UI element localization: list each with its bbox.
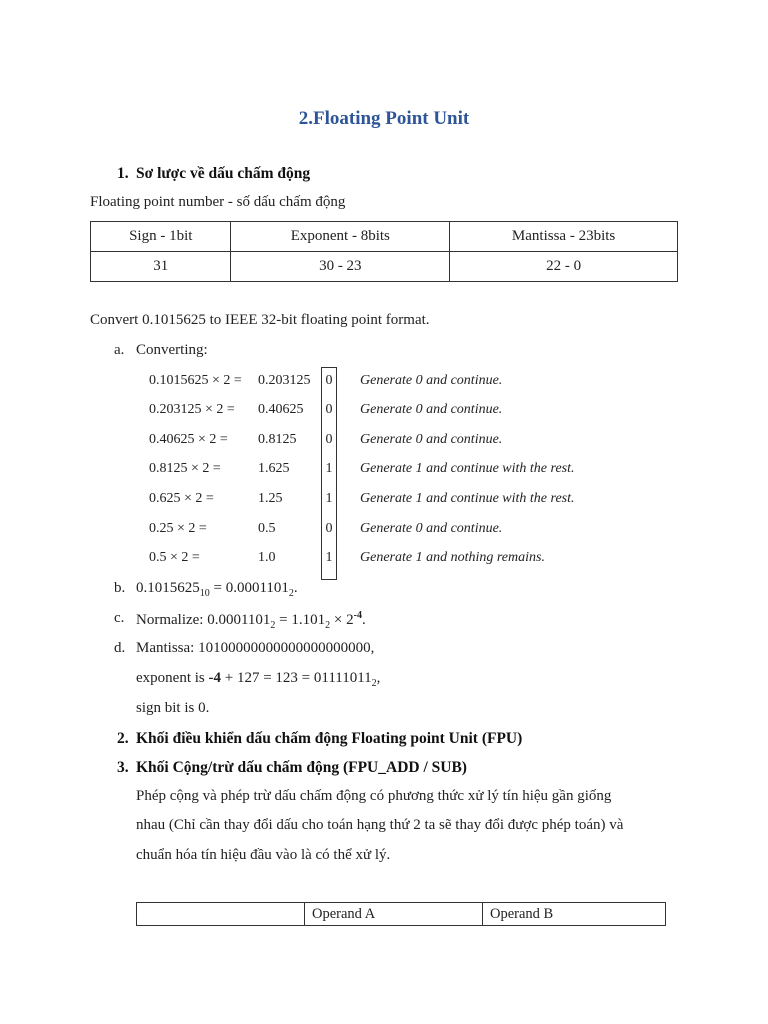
normalized-value: = 1.101 [275,612,326,628]
exponent-line [136,670,380,689]
table-header-cell: Operand A [305,903,483,926]
conversion-input: 0.5 × 2 = [149,550,200,565]
punctuation: . [293,580,298,596]
times-two: × 2 [330,612,354,628]
exponent-value: -4 [208,670,221,686]
section-2-heading: Khối điều khiển dấu chấm động Floating point Unit (FPU) [136,730,523,747]
base-subscript: 2 [288,588,294,599]
float-format-table [90,221,678,282]
paragraph-line: chuẩn hóa tín hiệu đầu vào là có thể xử lý. [136,847,391,863]
equals-binary: = 0.0001101 [209,580,289,596]
operand-table [136,902,666,926]
table-header-cell: Exponent - 8bits [231,222,450,252]
conversion-input: 0.25 × 2 = [149,521,207,536]
conversion-input: 0.203125 × 2 = [149,402,235,417]
conversion-result: 0.8125 [258,432,297,447]
conversion-result: 1.0 [258,550,276,565]
list-marker-b: b. [114,580,126,596]
conversion-result: 1.25 [258,491,283,506]
converting-label: Converting: [136,342,208,358]
section-2-number: 2. [117,730,129,747]
generated-bit: 0 [325,402,333,417]
list-marker-c: c. [114,610,125,626]
conversion-result: 0.40625 [258,402,304,417]
intro-text: Floating point number - số dấu chấm động [90,194,346,210]
generated-bits-column [321,367,337,580]
conversion-note: Generate 0 and continue. [360,432,503,447]
conversion-result: 0.203125 [258,373,311,388]
conversion-result: 1.625 [258,461,290,476]
conversion-input: 0.625 × 2 = [149,491,214,506]
generated-bit: 0 [325,521,333,536]
decimal-value: 0.1015625 [136,580,200,596]
mantissa-line: Mantissa: 10100000000000000000000, [136,640,375,656]
conversion-note: Generate 0 and continue. [360,521,503,536]
section-3-heading: Khối Cộng/trừ dấu chấm động (FPU_ADD / SUB) [136,759,467,776]
normalize-prefix: Normalize: 0.0001101 [136,612,271,628]
paragraph-line: nhau (Chỉ cần thay đổi dấu cho toán hạng thứ 2 ta sẽ thay đổi được phép toán) và [136,817,624,833]
list-marker-d: d. [114,640,126,656]
generated-bit: 1 [325,461,333,476]
conversion-input: 0.40625 × 2 = [149,432,228,447]
punctuation: , [376,670,381,686]
base-subscript: 10 [199,588,210,599]
table-header-row [91,222,678,252]
exponent-calc: + 127 = 123 = 01111011 [221,670,372,686]
table-cell: 30 - 23 [231,252,450,282]
generated-bit: 0 [325,432,333,447]
base-subscript: 2 [325,620,331,631]
conversion-input: 0.8125 × 2 = [149,461,221,476]
conversion-note: Generate 0 and continue. [360,373,503,388]
table-header-cell: Operand B [483,903,666,926]
conversion-input: 0.1015625 × 2 = [149,373,242,388]
section-1-number: 1. [117,165,129,182]
table-row [91,252,678,282]
generated-bit: 1 [325,550,333,565]
binary-result [136,580,298,599]
exponent-superscript: -4 [353,610,362,621]
conversion-note: Generate 1 and continue with the rest. [360,491,575,506]
convert-text: Convert 0.1015625 to IEEE 32-bit floating point format. [90,312,430,328]
conversion-result: 0.5 [258,521,276,536]
generated-bit: 0 [325,373,333,388]
section-3-number: 3. [117,759,129,776]
exponent-prefix: exponent is [136,670,209,686]
list-marker-a: a. [114,342,125,358]
base-subscript: 2 [270,620,276,631]
generated-bit: 1 [325,491,333,506]
table-header-row [137,903,666,926]
sign-bit-line: sign bit is 0. [136,700,210,716]
table-cell: 31 [91,252,231,282]
table-header-cell: Mantissa - 23bits [450,222,678,252]
table-header-cell [137,903,305,926]
table-cell: 22 - 0 [450,252,678,282]
conversion-note: Generate 0 and continue. [360,402,503,417]
page-title: 2.Floating Point Unit [298,108,470,129]
normalize-line [136,610,366,631]
conversion-note: Generate 1 and nothing remains. [360,550,545,565]
section-1-heading: Sơ lược về dấu chấm động [136,165,311,182]
base-subscript: 2 [371,678,377,689]
punctuation: . [361,612,366,628]
paragraph-line: Phép cộng và phép trừ dấu chấm động có phương thức xử lý tín hiệu gần giống [136,788,612,804]
conversion-note: Generate 1 and continue with the rest. [360,461,575,476]
table-header-cell: Sign - 1bit [91,222,231,252]
